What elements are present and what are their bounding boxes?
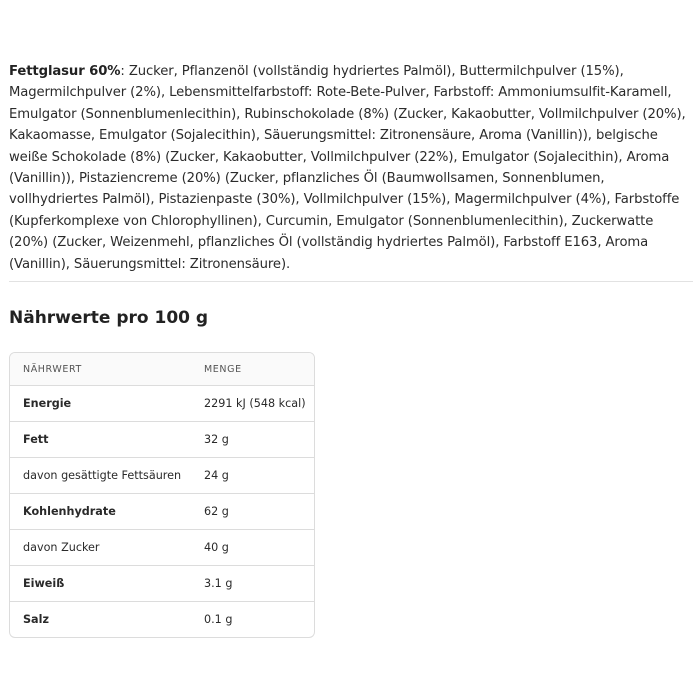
nutrient-name: Kohlenhydrate xyxy=(23,505,116,518)
table-row xyxy=(10,602,314,637)
nutrient-name: Fett xyxy=(23,433,49,446)
header-nutrient: NÄHRWERT xyxy=(23,363,82,375)
ingredients-list: : Zucker, Pflanzenöl (vollständig hydriertes Palmöl), Buttermilchpulver (15%), Magermilchpulver (2%), Lebensmittelfarbstoff: Rote-Bete-Pulver, Farbstoff: Ammoniumsulfit-Karamell, Emulgator (Sonnenblumenlecithin), Rubinschokolade (8%) (Zucker, Kakaobutter, Vollmilchpulver (20%), Kakaomasse, Emulgator (Sojalecithin), Säuerungsmittel: Zitronensäure, Aroma (Vanillin)), belgische weiße Schokolade (8%) (Zucker, Kakaobutter, Vollmilchpulver (22%), Emulgator (Sojalecithin), Aroma (Vanillin)), Pistaziencreme (20%) (Zucker, pflanzliches Öl (Baumwollsamen, Sonnenblumen, vollhydriertes Palmöl), Pistazienpaste (30%), Vollmilchpulver (15%), Magermilchpulver (4%), Farbstoffe (Kupferkomplexe von Chlorophyllinen), Curcumin, Emulgator (Sonnenblumenlecithin), Zuckerwatte (20%) (Zucker, Weizenmehl, pflanzliches Öl (vollständig hydriertes Palmöl), Farbstoff E163, Aroma (Vanillin), Säuerungsmittel: Zitronensäure). xyxy=(9,64,686,272)
table-row xyxy=(10,530,314,566)
table-row xyxy=(10,422,314,458)
nutrient-value: 3.1 g xyxy=(204,577,233,590)
nutrient-value: 0.1 g xyxy=(204,613,233,626)
table-row xyxy=(10,494,314,530)
nutrient-name: Energie xyxy=(23,397,72,410)
table-row xyxy=(10,566,314,602)
nutrient-value: 40 g xyxy=(204,541,229,554)
nutrient-value: 32 g xyxy=(204,433,229,446)
nutrition-table xyxy=(9,352,315,638)
nutrient-name: davon Zucker xyxy=(23,541,100,554)
section-divider xyxy=(9,281,693,282)
ingredients-label: Fettglasur 60% xyxy=(9,64,121,79)
nutrient-name: Eiweiß xyxy=(23,577,65,590)
table-row xyxy=(10,386,314,422)
table-header xyxy=(10,353,314,386)
nutrition-title: Nährwerte pro 100 g xyxy=(9,308,209,328)
nutrient-name: Salz xyxy=(23,613,49,626)
header-amount: MENGE xyxy=(204,363,242,375)
ingredients-text xyxy=(9,61,691,275)
nutrient-value: 24 g xyxy=(204,469,229,482)
nutrient-value: 2291 kJ (548 kcal) xyxy=(204,397,306,410)
nutrient-value: 62 g xyxy=(204,505,229,518)
table-row xyxy=(10,458,314,494)
nutrient-name: davon gesättigte Fettsäuren xyxy=(23,469,182,482)
